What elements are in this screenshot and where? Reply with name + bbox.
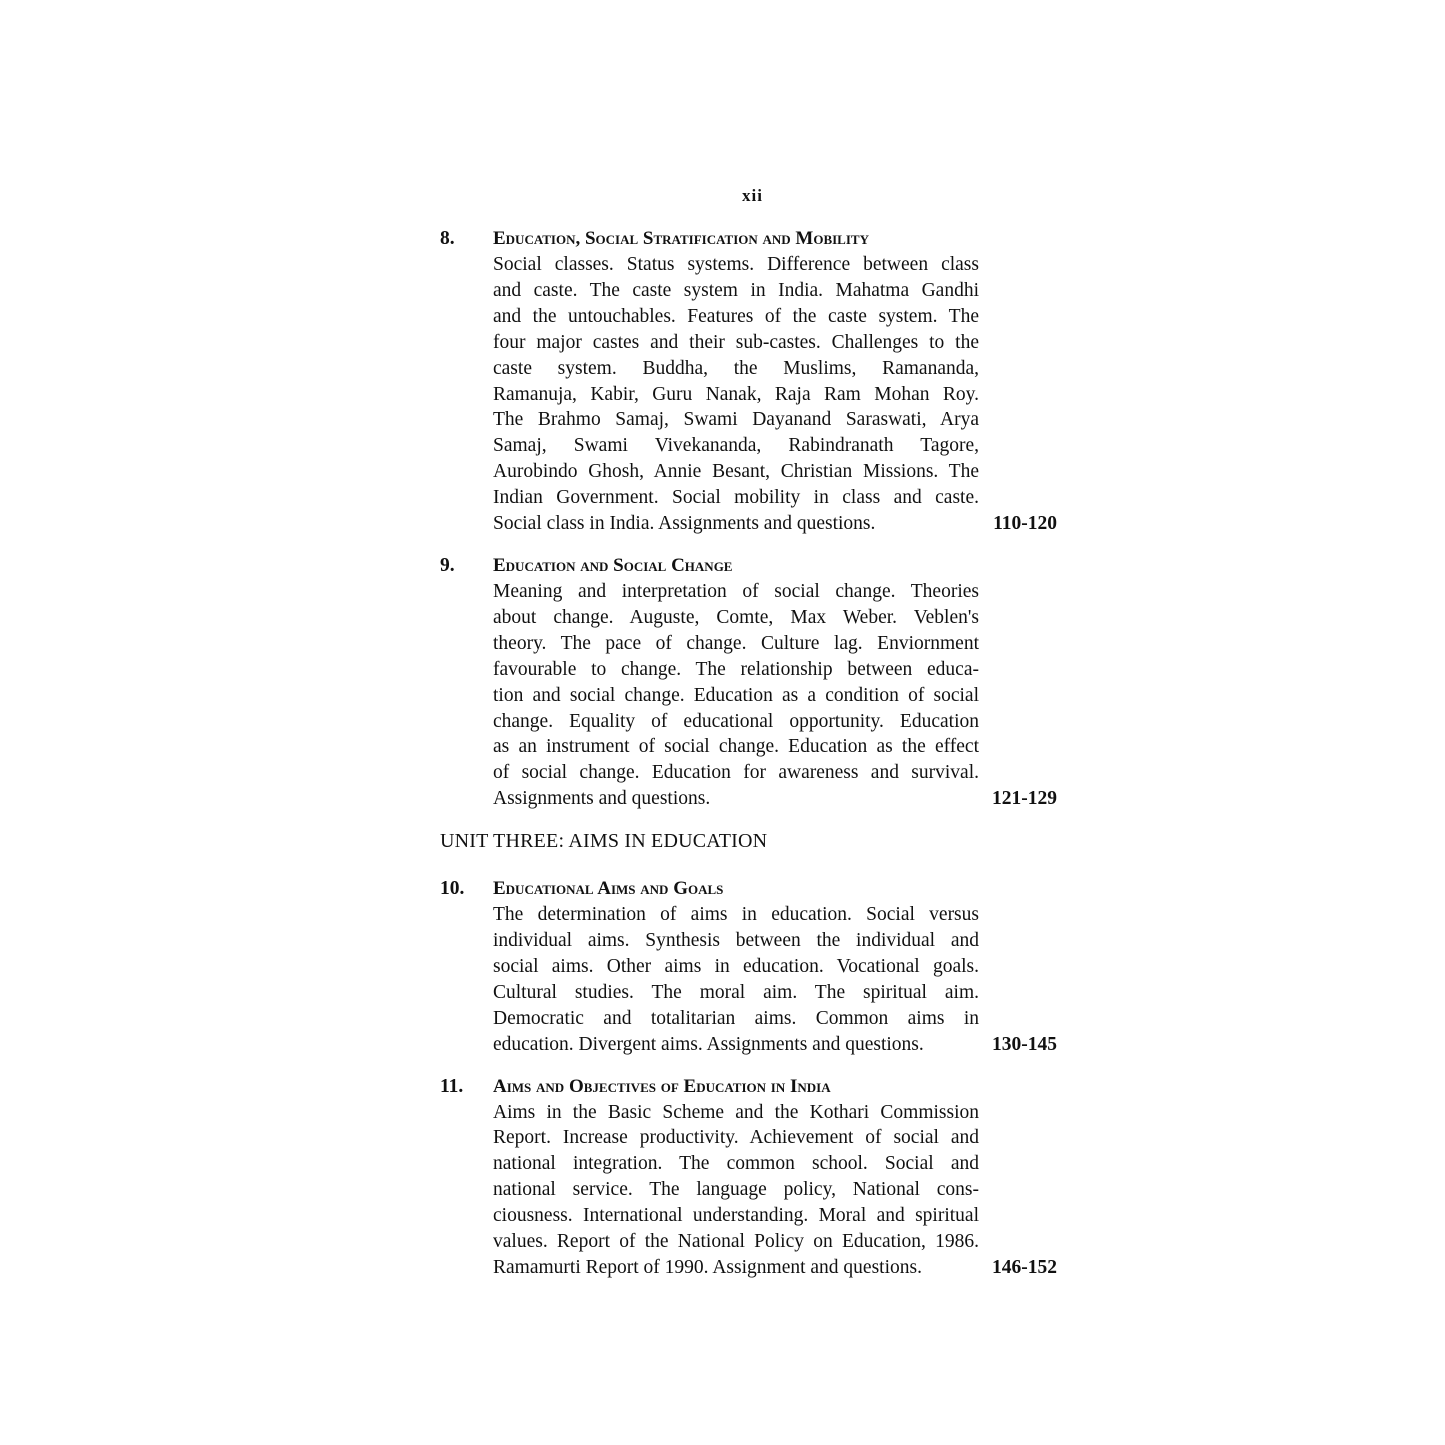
chapter-summary	[493, 902, 979, 1057]
summary-line: theory. The pace of change. Culture lag. Enviornment	[493, 632, 979, 654]
chapter-number: 11.	[440, 1075, 464, 1097]
summary-line: national integration. The common school. Social and	[493, 1153, 979, 1175]
toc-entry-8	[440, 226, 1065, 537]
unit-heading: UNIT THREE: AIMS IN EDUCATION	[440, 830, 768, 853]
page-range: 130-145	[992, 1033, 1057, 1055]
table-of-contents	[440, 226, 1065, 1297]
chapter-number: 8.	[440, 228, 455, 249]
summary-line: as an instrument of social change. Education as the effect	[493, 736, 979, 758]
summary-line: and caste. The caste system in India. Mahatma Gandhi	[493, 279, 979, 301]
summary-line: Aurobindo Ghosh, Annie Besant, Christian Missions. The	[493, 461, 979, 483]
page-range: 146-152	[992, 1257, 1057, 1278]
summary-line: Ramamurti Report of 1990. Assignment and questions.	[493, 1257, 922, 1278]
summary-line: Indian Government. Social mobility in class and caste.	[493, 487, 979, 509]
page-range: 110-120	[993, 513, 1057, 535]
summary-line: Aims in the Basic Scheme and the Kothari Commission	[493, 1101, 979, 1123]
page-number: xii	[742, 186, 763, 205]
summary-line: caste system. Buddha, the Muslims, Ramananda,	[493, 357, 979, 379]
chapter-title: Education, Social Stratification and Mobility	[493, 228, 869, 249]
summary-line: The determination of aims in education. Social versus	[493, 904, 979, 926]
summary-line: change. Equality of educational opportunity. Education	[493, 710, 979, 732]
toc-entry-10	[440, 876, 1065, 1057]
summary-line: The Brahmo Samaj, Swami Dayanand Saraswati, Arya	[493, 409, 979, 431]
chapter-summary	[493, 1100, 979, 1281]
toc-entry-11	[440, 1074, 1065, 1281]
summary-line: favourable to change. The relationship between educa-	[493, 658, 979, 680]
summary-line: four major castes and their sub-castes. Challenges to the	[493, 331, 979, 353]
summary-line: Ramanuja, Kabir, Guru Nanak, Raja Ram Mohan Roy.	[493, 383, 979, 405]
summary-line: Social classes. Status systems. Difference between class	[493, 254, 979, 275]
summary-line: values. Report of the National Policy on Education, 1986.	[493, 1231, 979, 1253]
summary-line: social aims. Other aims in education. Vocational goals.	[493, 955, 979, 977]
chapter-summary	[493, 579, 979, 812]
chapter-title: Educational Aims and Goals	[493, 878, 724, 900]
summary-line: education. Divergent aims. Assignments and questions.	[493, 1033, 924, 1055]
chapter-title: Aims and Objectives of Education in India	[493, 1075, 831, 1097]
chapter-title: Education and Social Change	[493, 554, 733, 576]
summary-line: Democratic and totalitarian aims. Common aims in	[493, 1007, 979, 1029]
chapter-number: 10.	[440, 878, 465, 900]
summary-line: Report. Increase productivity. Achievement of social and	[493, 1127, 979, 1149]
summary-line: individual aims. Synthesis between the individual and	[493, 930, 979, 952]
page-range: 121-129	[992, 788, 1057, 810]
summary-line: national service. The language policy, National cons-	[493, 1179, 979, 1201]
summary-line: about change. Auguste, Comte, Max Weber. Veblen's	[493, 606, 979, 628]
summary-line: ciousness. International understanding. Moral and spiritual	[493, 1205, 979, 1227]
summary-line: of social change. Education for awareness and survival.	[493, 762, 979, 784]
chapter-number: 9.	[440, 554, 455, 576]
summary-line: Meaning and interpretation of social change. Theories	[493, 580, 979, 602]
summary-line: Samaj, Swami Vivekananda, Rabindranath Tagore,	[493, 435, 979, 457]
summary-line: Assignments and questions.	[493, 788, 711, 810]
summary-line: Social class in India. Assignments and questions.	[493, 513, 876, 535]
toc-entry-9	[440, 553, 1065, 812]
summary-line: tion and social change. Education as a condition of social	[493, 684, 979, 706]
chapter-summary	[493, 252, 979, 537]
summary-line: and the untouchables. Features of the caste system. The	[493, 305, 979, 327]
summary-line: Cultural studies. The moral aim. The spiritual aim.	[493, 981, 979, 1003]
